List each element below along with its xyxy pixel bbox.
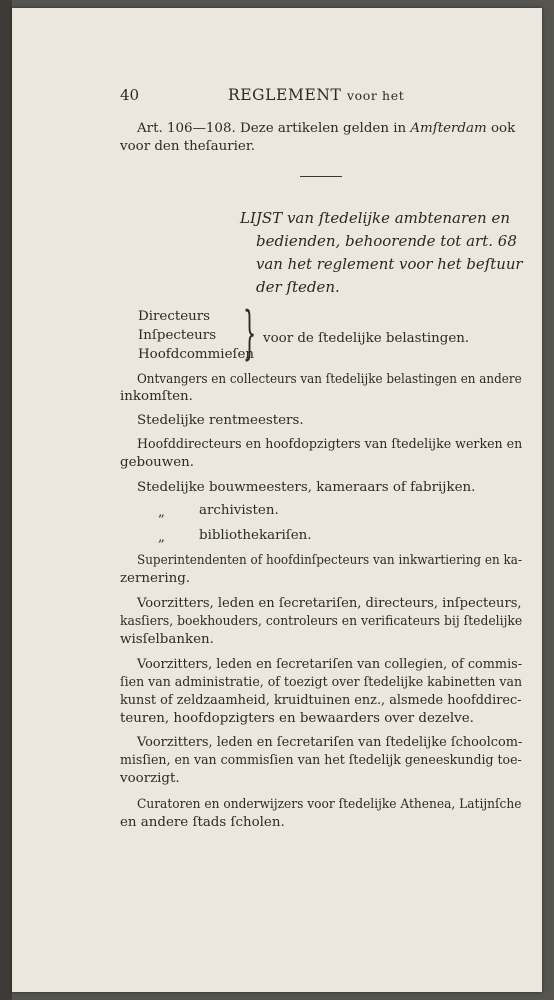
paragraph-7-line-1: Superintendenten of hoofdinſpecteurs van inkwartiering en ka- bbox=[137, 553, 522, 568]
paragraph-3-line-2: gebouwen. bbox=[120, 455, 195, 470]
article-text-end: ook bbox=[486, 121, 516, 136]
article-line-1 bbox=[137, 121, 515, 136]
curly-brace-icon: } bbox=[243, 298, 257, 366]
list-title-line-1: LIJST van ſtedelijke ambtenaren en bbox=[240, 209, 510, 227]
article-text: Art. 106—108. Deze artikelen gelden in bbox=[137, 121, 411, 136]
grouped-item-2: Inſpecteurs bbox=[138, 328, 217, 343]
paragraph-8-line-3: wisſelbanken. bbox=[120, 632, 214, 647]
paragraph-9-line-3: kunst of zeldzaamheid, kruidtuinen enz., alsmede hoofddirec- bbox=[120, 693, 522, 708]
list-title-line-4: der ſteden. bbox=[256, 278, 340, 296]
paragraph-10-line-2: misſien, en van commisſien van het ſtedelijk geneeskundig toe- bbox=[120, 753, 522, 768]
running-header-main: REGLEMENT bbox=[228, 86, 342, 104]
article-place-italic: Amſterdam bbox=[410, 121, 487, 136]
paragraph-9-line-2: ſien van administratie, of toezigt over ſtedelijke kabinetten van bbox=[120, 675, 523, 690]
paragraph-8-line-2: kasſiers, boekhouders, controleurs en verificateurs bij ſtedelijke bbox=[120, 614, 523, 629]
grouped-item-3: Hoofdcommieſen bbox=[138, 347, 254, 362]
paragraph-5-line-1: archivisten. bbox=[199, 503, 279, 518]
running-header bbox=[228, 86, 404, 104]
ditto-mark: „ bbox=[158, 530, 165, 545]
article-line-2: voor den theſaurier. bbox=[120, 139, 256, 154]
running-header-tail: voor het bbox=[347, 88, 405, 103]
grouped-brace-text: voor de ſtedelijke belastingen. bbox=[263, 331, 470, 346]
paragraph-1-line-2: inkomſten. bbox=[120, 389, 193, 404]
paragraph-6-line-1: bibliothekariſen. bbox=[199, 528, 312, 543]
book-spine-edge bbox=[0, 0, 12, 1000]
paragraph-2-line-1: Stedelijke rentmeesters. bbox=[137, 413, 304, 428]
grouped-item-1: Directeurs bbox=[138, 309, 211, 324]
list-title-line-3: van het reglement voor het beſtuur bbox=[256, 255, 523, 273]
paragraph-10-line-1: Voorzitters, leden en ſecretariſen van ſtedelijke ſchoolcom- bbox=[137, 735, 523, 750]
paragraph-11-line-2: en andere ſtads ſcholen. bbox=[120, 815, 285, 830]
paragraph-4-line-1: Stedelijke bouwmeesters, kameraars of fabrijken. bbox=[137, 480, 476, 495]
paragraph-8-line-1: Voorzitters, leden en ſecretariſen, directeurs, inſpecteurs, bbox=[137, 596, 522, 611]
paragraph-9-line-1: Voorzitters, leden en ſecretariſen van collegien, of commis- bbox=[137, 657, 523, 672]
book-page bbox=[12, 8, 542, 992]
page-number: 40 bbox=[120, 86, 140, 104]
ditto-mark: „ bbox=[158, 505, 165, 520]
paragraph-11-line-1: Curatoren en onderwijzers voor ſtedelijke Athenea, Latijnſche bbox=[137, 797, 522, 812]
list-title-line-2: bedienden, behoorende tot art. 68 bbox=[256, 232, 517, 250]
section-divider bbox=[300, 176, 342, 177]
paragraph-10-line-3: voorzigt. bbox=[120, 771, 180, 786]
paragraph-7-line-2: zernering. bbox=[120, 571, 191, 586]
paragraph-9-line-4: teuren, hoofdopzigters en bewaarders over dezelve. bbox=[120, 711, 474, 726]
paragraph-3-line-1: Hoofddirecteurs en hoofdopzigters van ſtedelijke werken en bbox=[137, 437, 523, 452]
paragraph-1-line-1: Ontvangers en collecteurs van ſtedelijke belastingen en andere bbox=[137, 372, 522, 387]
